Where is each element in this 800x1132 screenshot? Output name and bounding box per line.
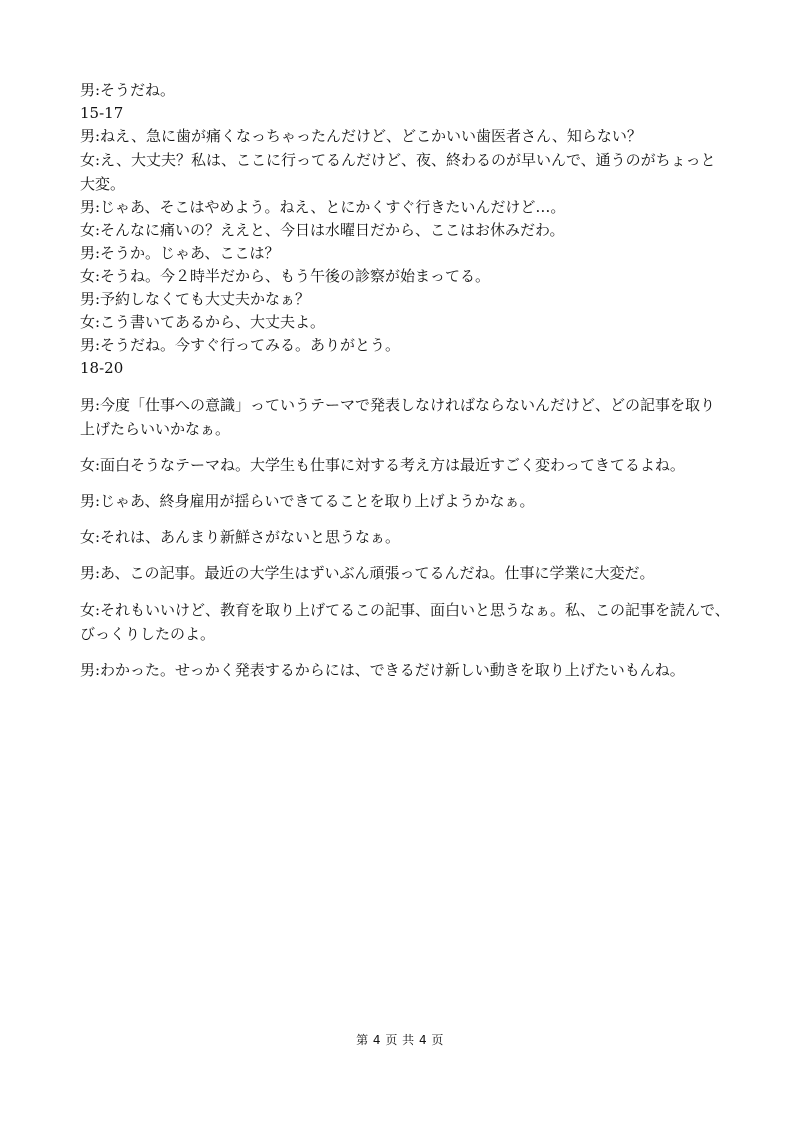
section-number: 15-17: [80, 104, 124, 122]
dialogue-line: 女:それもいいけど、教育を取り上げてるこの記事、面白いと思うなぁ。私、この記事を読んで、びっくりしたのよ。: [80, 601, 730, 643]
dialogue-line: 男:わかった。せっかく発表するからには、できるだけ新しい動きを取り上げたいもんね。: [80, 661, 685, 679]
dialogue-line: 男:予約しなくても大丈夫かなぁ？: [80, 290, 311, 308]
dialogue-line: 女:面白そうなテーマね。大学生も仕事に対する考え方は最近すごく変わってきてるよね。: [80, 456, 685, 474]
dialogue-line: 女:え、大丈夫？私は、ここに行ってるんだけど、夜、終わるのが早いんで、通うのがちょっと大変。: [80, 151, 716, 193]
page-footer: 第 4 页 共 4 页: [356, 1033, 444, 1047]
dialogue-line: 男:そうだね。今すぐ行ってみる。ありがとう。: [80, 336, 401, 354]
document-body: [80, 79, 730, 682]
dialogue-line: 男:ねえ、急に歯が痛くなっちゃったんだけど、どこかいい歯医者さん、知らない？: [80, 127, 642, 145]
dialogue-line: 男:そうか。じゃあ、ここは？: [80, 244, 280, 262]
dialogue-line: 女:それは、あんまり新鮮さがないと思うなぁ。: [80, 528, 401, 546]
dialogue-line: 女:こう書いてあるから、大丈夫よ。: [80, 313, 326, 331]
dialogue-line: 男:あ、この記事。最近の大学生はずいぶん頑張ってるんだね。仕事に学業に大変だ。: [80, 564, 655, 582]
dialogue-line: 男:じゃあ、そこはやめよう。ねえ、とにかくすぐ行きたいんだけど…。: [80, 198, 566, 216]
dialogue-line: 男:今度「仕事への意識」っていうテーマで発表しなければならないんだけど、どの記事を取り上げたらいいかなぁ。: [80, 396, 716, 438]
dialogue-line: 女:そんなに痛いの？ええと、今日は水曜日だから、ここはお休みだわ。: [80, 221, 565, 239]
dialogue-line: 男:じゃあ、終身雇用が揺らいできてることを取り上げようかなぁ。: [80, 492, 535, 510]
dialogue-line: 男:そうだね。: [80, 81, 176, 99]
dialogue-line: 女:そうね。今２時半だから、もう午後の診察が始まってる。: [80, 267, 491, 285]
section-number: 18-20: [80, 359, 124, 377]
